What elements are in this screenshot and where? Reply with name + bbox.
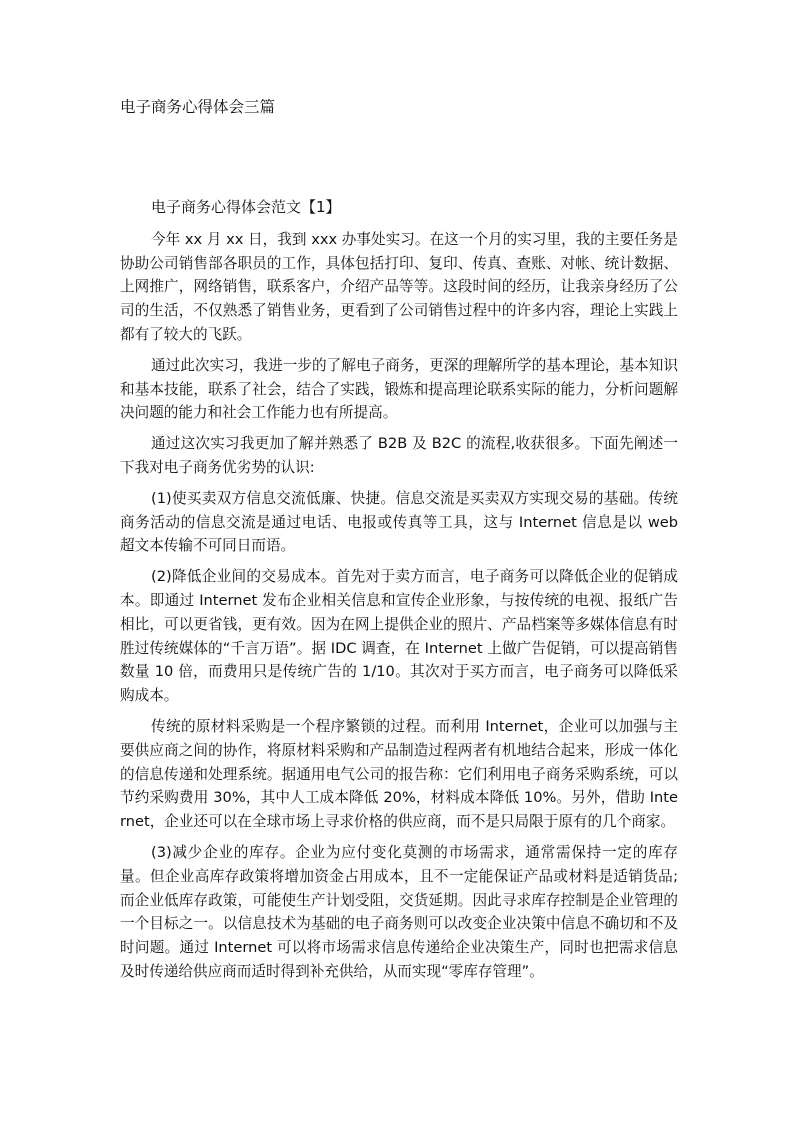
section-heading: 电子商务心得体会范文【1】	[151, 198, 341, 216]
document-title: 电子商务心得体会三篇	[120, 98, 276, 116]
paragraph-internship-gains: 通过此次实习，我进一步的了解电子商务，更深的理解所学的基本理论，基本知识和基本技能，联系了社会，结合了实践，锻炼和提高理论联系实际的能力，分析问题解决问题的能力和社会工作能力也有所提高。	[120, 356, 678, 422]
paragraph-b2b-b2c: 通过这次实习我更加了解并熟悉了 B2B 及 B2C 的流程,收获很多。下面先阐述一下我对电子商务优劣势的认识:	[120, 435, 678, 476]
paragraph-procurement: 传统的原材料采购是一个程序繁锁的过程。而利用 Internet，企业可以加强与主要供应商之间的协作，将原材料采购和产品制造过程两者有机地结合起来，形成一体化的信息传递和处理系统。据通用电气公司的报告称：它们利用电子商务采购系统，可以节约采购费用 30%，其中人工成本降低 20%，材料成本降低 10%。另外，借助 Internet，企业还可以在全球市场上寻求价格的供应商，而不是只局限于原有的几个商家。	[120, 717, 678, 831]
paragraph-point-1: (1)使买卖双方信息交流低廉、快捷。信息交流是买卖双方实现交易的基础。传统商务活动的信息交流是通过电话、电报或传真等工具，这与 Internet 信息是以 web 超文本传输不可同日而语。	[120, 489, 678, 555]
paragraph-internship-intro: 今年 xx 月 xx 日，我到 xxx 办事处实习。在这一个月的实习里，我的主要任务是协助公司销售部各职员的工作，具体包括打印、复印、传真、查账、对帐、统计数据、上网推广，网络销售，联系客户，介绍产品等等。这段时间的经历，让我亲身经历了公司的生活，不仅熟悉了销售业务，更看到了公司销售过程中的许多内容，理论上实践上都有了较大的飞跃。	[120, 230, 678, 343]
document-body	[120, 196, 678, 991]
paragraph-point-2: (2)降低企业间的交易成本。首先对于卖方而言，电子商务可以降低企业的促销成本。即通过 Internet 发布企业相关信息和宣传企业形象，与按传统的电视、报纸广告相比，可以更省钱，更有效。因为在网上提供企业的照片、产品档案等多媒体信息有时胜过传统媒体的“千言万语”。据 IDC 调查，在 Internet 上做广告促销，可以提高销售数量 10 倍，而费用只是传统广告的 1/10。其次对于买方而言，电子商务可以降低采购成本。	[120, 568, 678, 705]
paragraph-point-3: (3)减少企业的库存。企业为应付变化莫测的市场需求，通常需保持一定的库存量。但企业高库存政策将增加资金占用成本，且不一定能保证产品或材料是适销货品;而企业低库存政策，可能使生产计划受阻，交货延期。因此寻求库存控制是企业管理的一个目标之一。以信息技术为基础的电子商务则可以改变企业决策中信息不确切和不及时问题。通过 Internet 可以将市场需求信息传递给企业决策生产，同时也把需求信息及时传递给供应商而适时得到补充供给，从而实现“零库存管理”。	[120, 843, 678, 980]
